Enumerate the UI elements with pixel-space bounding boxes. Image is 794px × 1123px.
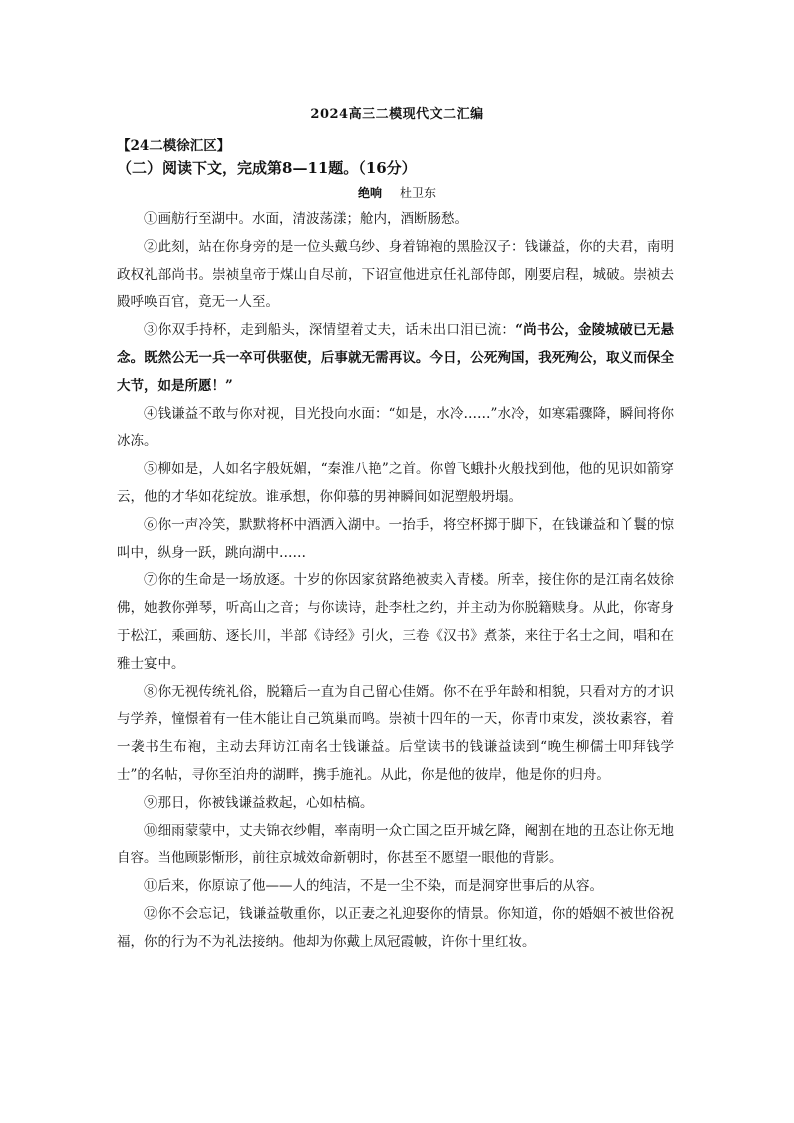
paragraph-8 xyxy=(117,679,674,790)
paragraph-2 xyxy=(117,234,674,317)
paragraph-10 xyxy=(117,818,674,874)
paragraph-text: 你双手持杯，走到船头，深情望着丈夫，话未出口泪已流： xyxy=(157,322,516,339)
paragraph-text: 你一声冷笑，默默将杯中酒洒入湖中。一抬手，将空杯掷于脚下，在钱谦益和丫鬟的惊叫中，纵身一跃，跳向湖中…… xyxy=(117,516,675,561)
paragraph-text: 后来，你原谅了他——人的纯洁，不是一尘不染，而是洞穿世事后的从容。 xyxy=(157,878,603,895)
article-title: 绝响 xyxy=(357,186,382,200)
paragraph-number: ① xyxy=(144,211,158,227)
paragraph-7 xyxy=(117,567,674,678)
section-tag: 【24二模徐汇区】 xyxy=(117,138,231,154)
paragraph-11 xyxy=(117,873,674,901)
paragraph-12 xyxy=(117,901,674,957)
paragraph-3 xyxy=(117,317,674,400)
paragraph-text: 你的生命是一场放逐。十岁的你因家贫路绝被卖入青楼。所幸，接住你的是江南名妓徐佛，她教你弹琴，听高山之音；与你读诗，赴李杜之约，并主动为你脱籍赎身。从此，你寄身于松江，乘画舫、逐长川，半部《诗经》引火，三卷《汉书》煮茶，来往于名士之间，唱和在雅士宴中。 xyxy=(117,572,675,672)
paragraph-number: ⑪ xyxy=(144,878,158,895)
paragraph-text: 那日，你被钱谦益救起，心如枯槁。 xyxy=(157,794,374,811)
paragraph-quote-bold: “尚书公，金陵城破已无悬念。既然公无一兵一卒可供驱使，后事就无需再议。今日，公死殉国，我死殉公，取义而保全大节，如是所愿！” xyxy=(117,322,675,394)
paragraph-number: ⑨ xyxy=(144,794,158,811)
paragraph-text: 画舫行至湖中。水面，清波荡漾；舱内，酒断肠愁。 xyxy=(157,211,468,227)
paragraph-1 xyxy=(117,206,674,234)
paragraph-number: ⑫ xyxy=(144,905,158,922)
paragraph-9 xyxy=(117,790,674,818)
paragraph-text: 细雨蒙蒙中，丈夫锦衣纱帽，率南明一众亡国之臣开城乞降，阉割在地的丑态让你无地自容。当他顾影惭形，前往京城效命新朝时，你甚至不愿望一眼他的背影。 xyxy=(117,822,675,867)
paragraph-number: ⑥ xyxy=(144,516,158,533)
article-title-line xyxy=(0,184,794,201)
paragraph-text: 你无视传统礼俗，脱籍后一直为自己留心佳婿。你不在乎年龄和相貌，只看对方的才识与学养，憧憬着有一佳木能让自己筑巢而鸣。崇祯十四年的一天，你青巾束发，淡妆素容，着一袭书生布袍，主动去拜访江南名士钱谦益。后堂读书的钱谦益读到“晚生柳儒士叩拜钱学士”的名帖，寻你至泊舟的湖畔，携手施礼。从此，你是他的彼岸，他是你的归舟。 xyxy=(117,683,675,783)
paragraph-4 xyxy=(117,401,674,457)
paragraph-text: 柳如是，人如名字般妩媚，“秦淮八艳”之首。你曾飞蛾扑火般找到他，他的见识如箭穿云，他的才华如花绽放。谁承想，你仰慕的男神瞬间如泥塑般坍塌。 xyxy=(117,461,675,505)
paragraph-6 xyxy=(117,512,674,568)
paragraph-number: ⑦ xyxy=(144,572,158,589)
paragraph-text: 此刻，站在你身旁的是一位头戴乌纱、身着锦袍的黑脸汉子：钱谦益，你的夫君，南明政权礼部尚书。崇祯皇帝于煤山自尽前，下诏宣他进京任礼部侍郎，刚要启程，城破。崇祯去殿呼唤百官，竟无一人至。 xyxy=(117,238,675,311)
paragraph-number: ④ xyxy=(144,405,158,422)
paragraph-number: ⑩ xyxy=(144,822,158,839)
paragraph-number: ③ xyxy=(144,322,158,339)
article-body xyxy=(117,206,674,957)
paragraph-number: ② xyxy=(144,238,158,255)
paragraph-text: 你不会忘记，钱谦益敬重你，以正妻之礼迎娶你的情景。你知道，你的婚姻不被世俗祝福，你的行为不为礼法接纳。他却为你戴上凤冠霞帔，许你十里红妆。 xyxy=(117,905,675,950)
paragraph-text: 钱谦益不敢与你对视，目光投向水面：“如是，水冷……”水冷，如寒霜骤降，瞬间将你冰冻。 xyxy=(117,405,674,450)
document-title: 2024高三二模现代文二汇编 xyxy=(310,107,484,122)
paragraph-5 xyxy=(117,456,674,512)
paragraph-number: ⑤ xyxy=(144,461,158,478)
article-author: 杜卫东 xyxy=(400,186,437,200)
question-heading: （二）阅读下文，完成第8—11题。（16分） xyxy=(117,159,417,177)
paragraph-number: ⑧ xyxy=(144,683,158,700)
